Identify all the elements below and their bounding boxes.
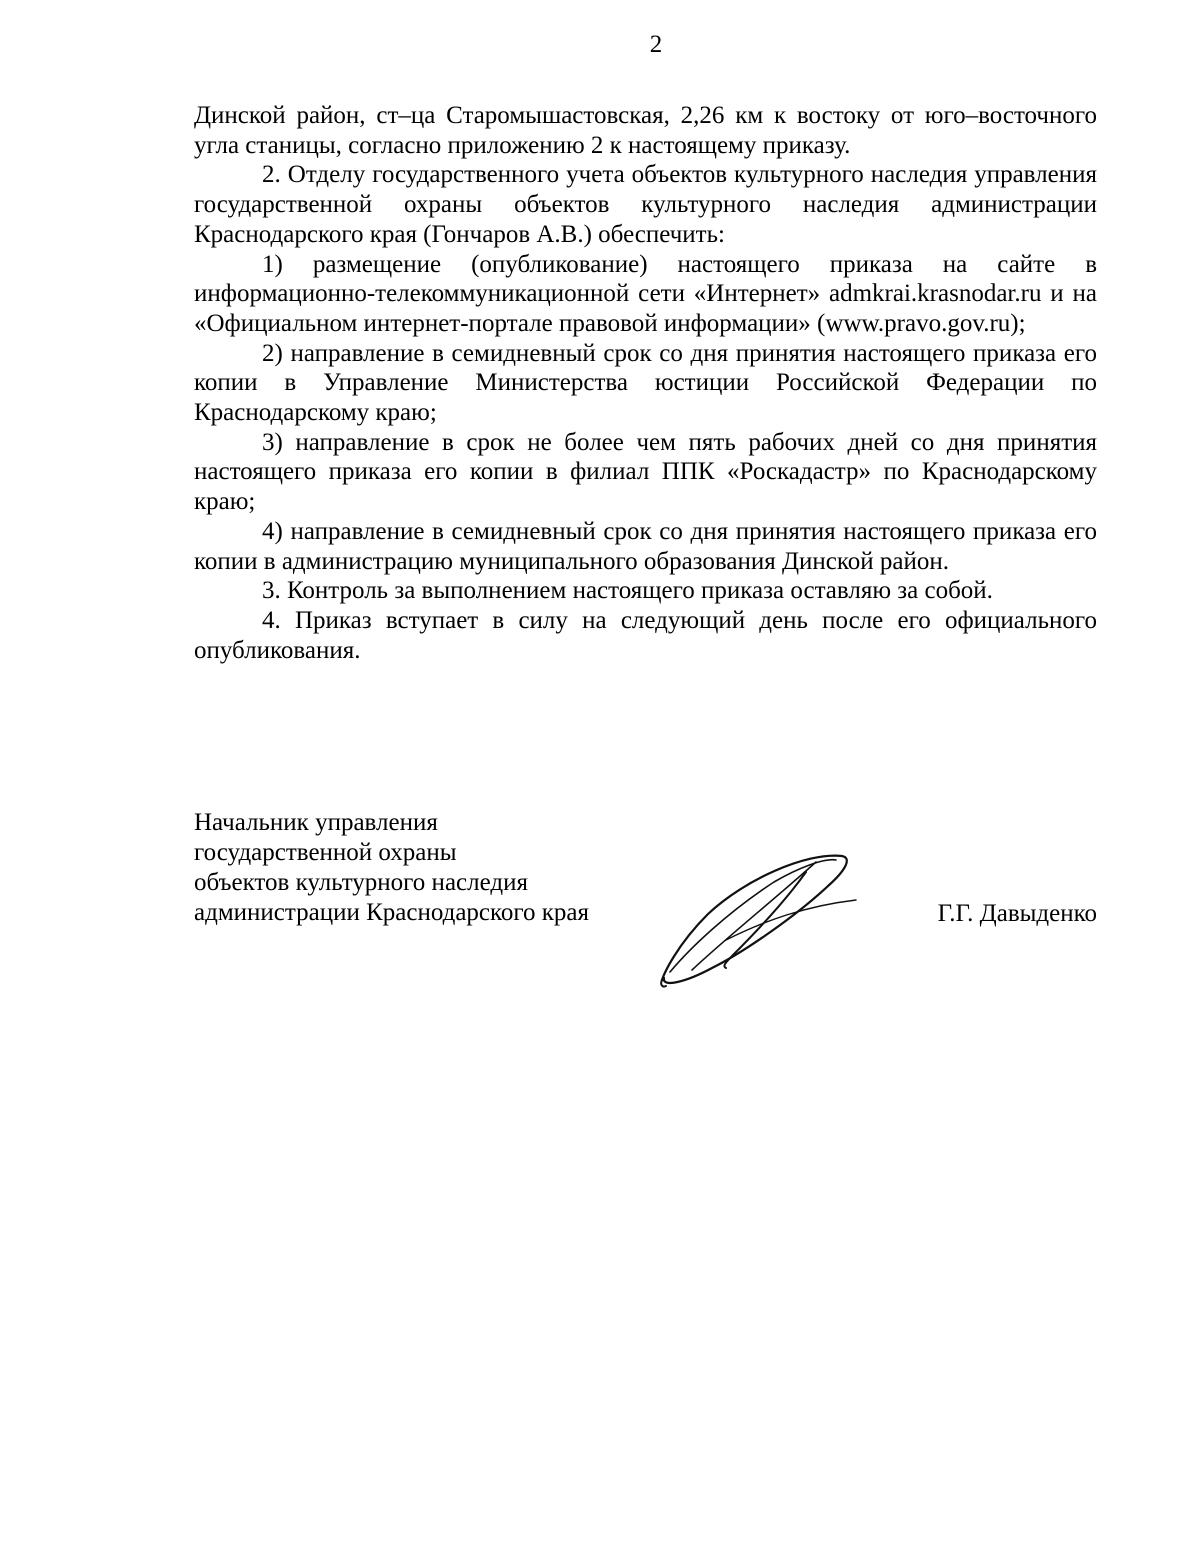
- signatory-position-line: объектов культурного наследия: [194, 869, 528, 896]
- paragraph-subitem-4: 4) направление в семидневный срок со дня принятия настоящего приказа его копии в администрацию муниципального образования Динской район.: [194, 517, 1097, 575]
- paragraph-subitem-2: 2) направление в семидневный срок со дня принятия настоящего приказа его копии в Управление Министерства юстиции Российской Федерации по Краснодарскому краю;: [194, 339, 1097, 427]
- document-body: [194, 101, 1097, 665]
- paragraph-subitem-3: 3) направление в срок не более чем пять рабочих дней со дня принятия настоящего приказа его копии в филиал ППК «Роскадастр» по Краснодарскому краю;: [194, 428, 1097, 516]
- signature-block: [194, 808, 1097, 998]
- signature-stroke: [662, 856, 847, 983]
- signature-stroke: [692, 862, 816, 970]
- page-number: 2: [649, 31, 663, 58]
- paragraph-item-2: 2. Отделу государственного учета объектов культурного наследия управления государственной охраны объектов культурного наследия администрации Краснодарского края (Гончаров А.В.) обеспечить:: [194, 161, 1097, 248]
- signatory-name: Г.Г. Давыденко: [937, 900, 1097, 927]
- paragraph-subitem-1: 1) размещение (опубликование) настоящего приказа на сайте в информационно-телекоммуникационной сети «Интернет» admkrai.krasnodar.ru и на «Официальном интернет-портале правовой информации» (www.pravo.gov.ru);: [194, 250, 1097, 337]
- signatory-position-line: Начальник управления: [194, 809, 438, 836]
- signatory-position: [194, 808, 589, 928]
- signatory-position-line: администрации Краснодарского края: [194, 899, 590, 926]
- paragraph-continuation: Динской район, ст–ца Старомышастовская, 2,26 км к востоку от юго–восточного угла станицы, согласно приложению 2 к настоящему приказу.: [194, 102, 1097, 159]
- paragraph-item-4: 4. Приказ вступает в силу на следующий день после его официального опубликования.: [194, 606, 1097, 664]
- signatory-position-line: государственной охраны: [194, 839, 457, 866]
- handwritten-signature: [656, 842, 866, 992]
- paragraph-item-3: 3. Контроль за выполнением настоящего приказа оставляю за собой.: [262, 577, 993, 605]
- signature-stroke: [726, 900, 856, 940]
